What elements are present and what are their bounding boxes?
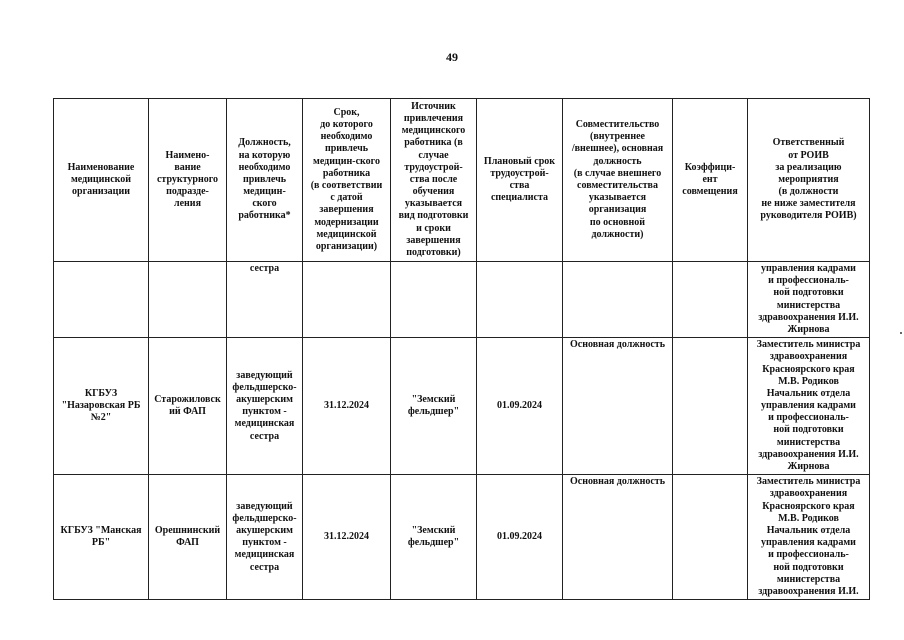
cell-responsible: Заместитель министра здравоохранения Красноярского края М.В. Родиков Начальник отдела управления кадрами и профессиональ- ной подготовки министерства здравоохранения И.И. Жирнова [748,338,870,475]
cell-position: заведующий фельдшерско- акушерским пунктом - медицинская сестра [227,475,303,600]
table-row [54,475,870,600]
cell-coefficient [673,262,748,338]
cell-combination: Основная должность [563,338,673,475]
cell-responsible: управления кадрами и профессиональ- ной подготовки министерства здравоохранения И.И. Жирнова [748,262,870,338]
cell-combination: Основная должность [563,475,673,600]
cell-organization: КГБУЗ "Назаровская РБ №2" [54,338,149,475]
header-row [54,99,870,262]
cell-deadline: 31.12.2024 [303,475,391,600]
cell-planned-date [477,262,563,338]
header-responsible: Ответственный от РОИВ за реализацию мероприятия (в должности не ниже заместителя руководителя РОИВ) [748,99,870,262]
header-deadline: Срок, до которого необходимо привлечь медицин-ского работника (в соответствии с датой завершения модернизации медицинской организации) [303,99,391,262]
cell-position: сестра [227,262,303,338]
cell-deadline [303,262,391,338]
cell-source: "Земский фельдшер" [391,338,477,475]
header-source: Источник привлечения медицинского работника (в случае трудоустрой- ства после обучения указывается вид подготовки и сроки завершения подготовки) [391,99,477,262]
cell-organization: КГБУЗ "Манская РБ" [54,475,149,600]
cell-source [391,262,477,338]
table-row [54,262,870,338]
scan-speck [900,332,902,334]
table-row [54,338,870,475]
cell-coefficient [673,338,748,475]
cell-unit: Старожиловск ий ФАП [149,338,227,475]
header-coefficient: Коэффици- ент совмещения [673,99,748,262]
cell-coefficient [673,475,748,600]
cell-responsible: Заместитель министра здравоохранения Красноярского края М.В. Родиков Начальник отдела управления кадрами и профессиональ- ной подготовки министерства здравоохранения И.И. [748,475,870,600]
cell-unit: Орешнинский ФАП [149,475,227,600]
cell-planned-date: 01.09.2024 [477,338,563,475]
cell-unit [149,262,227,338]
cell-combination [563,262,673,338]
header-organization: Наименование медицинской организации [54,99,149,262]
cell-position: заведующий фельдшерско- акушерским пунктом - медицинская сестра [227,338,303,475]
page-number: 49 [446,50,458,64]
header-combination: Совместительство (внутреннее /внешнее), основная должность (в случае внешнего совместительства указывается организация по основной должности) [563,99,673,262]
header-position: Должность, на которую необходимо привлечь медицин- ского работника* [227,99,303,262]
cell-deadline: 31.12.2024 [303,338,391,475]
header-planned-date: Плановый срок трудоустрой- ства специалиста [477,99,563,262]
header-unit: Наимено- вание структурного подразде- ления [149,99,227,262]
cell-organization [54,262,149,338]
cell-planned-date: 01.09.2024 [477,475,563,600]
staffing-table [53,98,870,600]
cell-source: "Земский фельдшер" [391,475,477,600]
